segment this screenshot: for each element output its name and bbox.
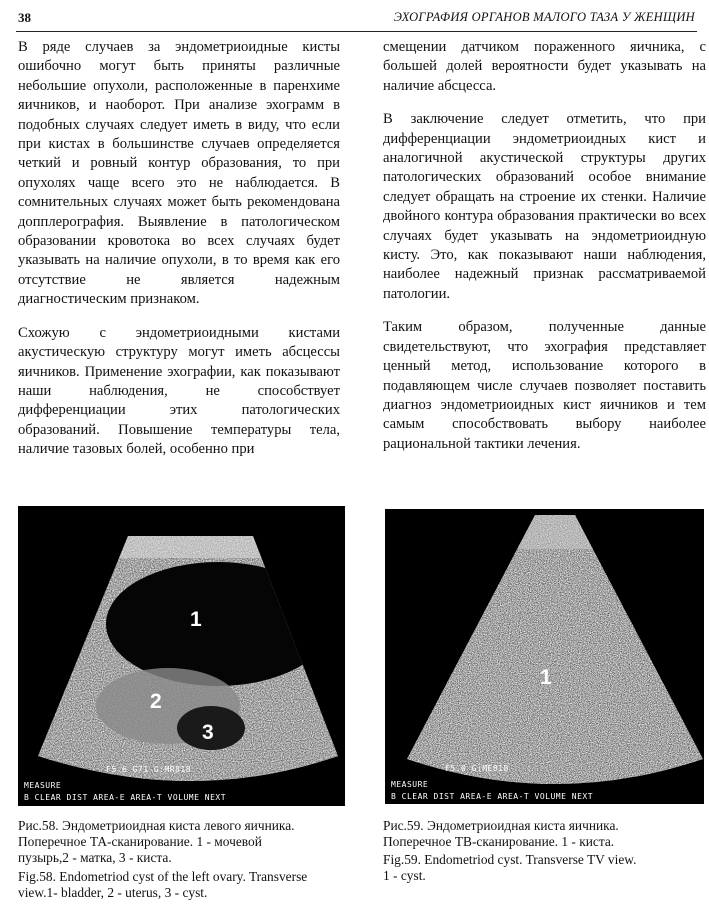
figure-58-caption-en (18, 869, 348, 901)
image-label: 1 (540, 666, 552, 689)
running-title: ЭХОГРАФИЯ ОРГАНОВ МАЛОГО ТАЗА У ЖЕНЩИН (393, 10, 695, 24)
paragraph: смещении датчиком пораженного яичника, с большей долей вероятности будет указывать на наличие абсцесса. (383, 39, 706, 94)
caption-line: 1 - cyst. (383, 867, 426, 883)
figure-59-caption-ru (383, 818, 703, 850)
caption-line: Поперечное ТА-сканирование. 1 - мочевой (18, 833, 262, 849)
scanner-menu-label: MEASURE (391, 780, 429, 789)
paragraph: Схожую с эндометриоидными кистами акустическую структуру могут иметь абсцессы яичников. Применение эхографии, как показывают наши наблюдения, не способствует дифференциации этих патологических образований. Повышение температуры тела, наличие тазовых болей, особенно при (18, 324, 340, 458)
scanner-menu-label: MEASURE (24, 781, 62, 790)
scanner-menu-row: B CLEAR DIST AREA-E AREA-T VOLUME NEXT (24, 793, 227, 802)
ultrasound-image-fig58 (18, 506, 345, 806)
figure-58-caption-ru (18, 818, 348, 865)
figure-59-caption-en (383, 852, 703, 884)
page-number: 38 (18, 10, 31, 25)
paragraph: В заключение следует отметить, что при дифференциации эндометриоидных кист и аналогичной акустической структуры других патологических образований особое внимание следует обращать на строение их стенки. Наличие двойного контура образования практически во всех случаях будет указывать на эндометриоидную кисту. Это, как показывают наши наблюдения, наиболее надежный признак рассматриваемой патологии. (383, 111, 706, 302)
caption-line: view.1- bladder, 2 - uterus, 3 - cyst. (18, 884, 208, 900)
scanner-readout: F5.0 G:ME818 (445, 764, 509, 773)
left-text-column (18, 38, 340, 460)
caption-line: Рис.59. Эндометриоидная киста яичника. (383, 818, 619, 833)
image-label: 1 (190, 608, 202, 631)
caption-line: Fig.59. Endometriod cyst. Transverse TV view. (383, 852, 637, 867)
caption-line: Рис.58. Эндометриоидная киста левого яичника. (18, 818, 295, 833)
right-text-column (383, 38, 706, 454)
image-label: 2 (150, 690, 162, 713)
caption-line: Поперечное ТВ-сканирование. 1 - киста. (383, 833, 615, 849)
ultrasound-image-fig59 (385, 509, 704, 804)
paragraph: В ряде случаев за эндометриоидные кисты ошибочно могут быть приняты различные небольшие опухоли, расположенные в паренхиме яичников, и наоборот. При анализе эхограмм в подобных случаях следует иметь в виду, что если при кистах в большинстве случаев определяется четкий и ровный контур образования, то при опухолях чаще всего это не наблюдается. В сомнительных случаях может быть рекомендована допплерография. Выявление в патологическом образовании кровотока во всех случаях будет указывать на наличие опухоли, в то время как его отсутствие не является надежным диагностическим признаком. (18, 39, 340, 308)
caption-line: пузырь,2 - матка, 3 - киста. (18, 849, 172, 865)
caption-line: Fig.58. Endometriod cyst of the left ovary. Transverse (18, 869, 308, 884)
header-rule (16, 31, 697, 32)
scanner-menu-row: B CLEAR DIST AREA-E AREA-T VOLUME NEXT (391, 792, 594, 801)
paragraph: Таким образом, полученные данные свидетельствуют, что эхография представляет ценный метод, использование которого в подавляющем числе случаев позволяет поставить диагноз эндометриоидных кист яичников и тем самым способствовать выбору наиболее рациональной тактики лечения. (383, 319, 706, 452)
scanner-readout: F5.6 G71 G:MR818 (106, 765, 192, 774)
image-label: 3 (202, 721, 214, 744)
